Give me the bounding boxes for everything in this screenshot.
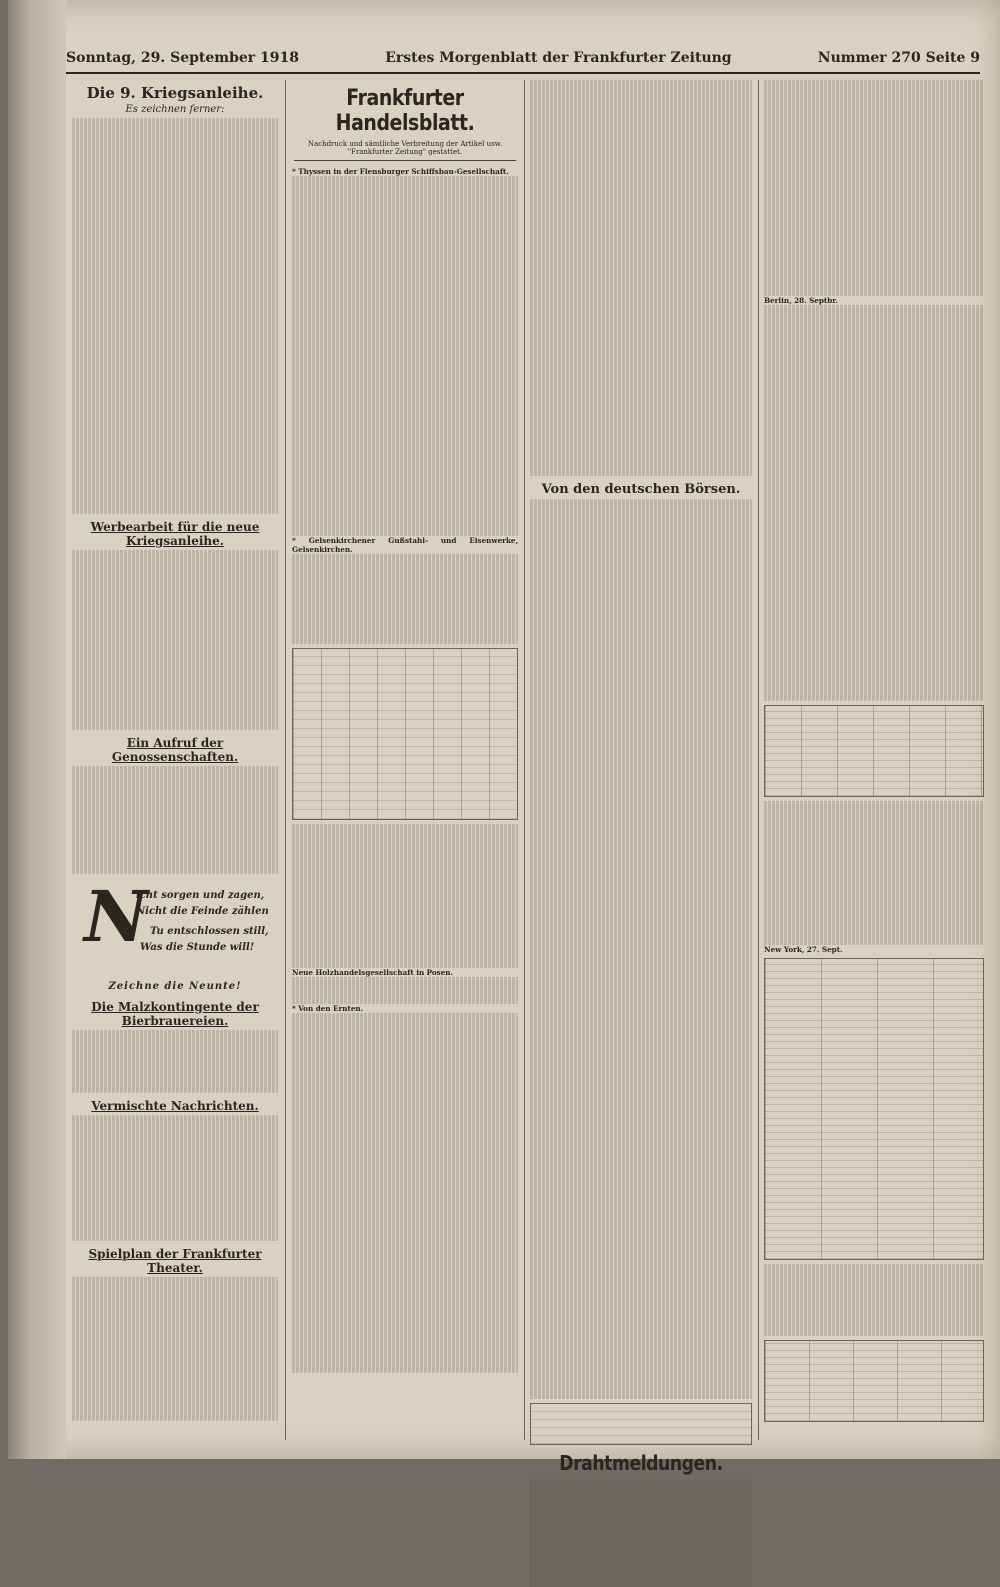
column4-body-3 [762,1264,986,1336]
handelsblatt-title: Frankfurter Handelsblatt. [335,86,475,136]
war-loan-advert [80,875,270,992]
newyork-article [764,945,984,954]
paris-kurse-table [764,705,984,797]
chicago-table [764,1340,984,1422]
continued-article [528,80,754,476]
aufruf-heading: Ein Aufruf der Genossenschaften. [111,736,239,764]
berlin-body [762,305,986,701]
ad-line: Was die Stunde will! [140,942,255,953]
vermischte-heading: Vermischte Nachrichten. [91,1099,259,1113]
ernten-article [292,1004,518,1013]
gelsenkirchen-heading: * Gelsenkirchener Gußstahl- und Eisenwerke, Gelsenkirchen. [292,536,518,554]
holzhandel-body [290,977,520,1004]
boersen-body [528,499,754,1399]
newyork-heading: New York, 27. Sept. [764,945,843,954]
newspaper-page [8,0,1000,1475]
ernten-body [290,1013,520,1373]
boersen-heading: Von den deutschen Börsen. [541,482,741,497]
reprint-note: Nachdruck und sämtliche Verbreitung der Artikel usw. "Frankfurter Zeitung" gestattet. [294,140,516,161]
subscription-list [70,118,280,514]
ad-line: Tu entschlossen still, [150,926,269,937]
column-3 [528,80,754,1475]
drahtmeldungen-body [528,1479,754,1587]
masthead-title: Erstes Morgenblatt der Frankfurter Zeitung [385,50,732,66]
thyssen-body [290,176,520,536]
column4-body [762,80,986,296]
ad-footer: Zeichne die Neunte! [108,981,242,992]
column-rule [758,80,759,1440]
column-1 [70,80,280,1440]
spielplan-heading: Spielplan der Frankfurter Theater. [88,1247,262,1275]
page-edge [8,0,66,1459]
berlin-article [764,296,984,305]
gelsenkirchen-body-2 [290,824,520,968]
spielplan-table [70,1277,280,1421]
kriegsanleihe-subtitle: Es zeichnen ferner: [125,104,225,115]
holzhandel-heading: Neue Holzhandelsgesellschaft in Posen. [292,968,454,977]
ad-line: Nicht die Feinde zählen [136,906,269,917]
malzkontingente-heading: Die Malzkontingente der Bierbrauereien. [91,1000,259,1028]
kriegsanleihe-title: Die 9. Kriegsanleihe. [86,84,264,102]
gelsenkirchen-body [290,554,520,644]
aufruf-body [70,766,280,874]
devisen-table [530,1403,752,1445]
berlin-heading: Berlin, 28. Septbr. [764,296,838,305]
balance-table [292,648,518,820]
newyork-kurse-table [764,958,984,1260]
malzkontingente-body [70,1030,280,1093]
masthead-date: Sonntag, 29. September 1918 [66,50,300,66]
column-rule [285,80,286,1440]
drahtmeldungen-title: Drahtmeldungen. [559,1451,723,1475]
column-rule [524,80,525,1440]
gelsenkirchen-article [292,536,518,554]
holzhandel-article [292,968,518,977]
masthead [66,50,980,74]
masthead-number: Nummer 270 Seite 9 [817,50,980,66]
thyssen-article [292,167,518,176]
werbearbeit-heading: Werbearbeit für die neue Kriegsanleihe. [90,520,260,548]
ernten-heading: * Von den Ernten. [292,1004,364,1013]
ad-initial: N [84,875,148,958]
thyssen-heading: * Thyssen in der Flensburger Schiffsbau-Gesellschaft. [292,167,509,176]
column-4 [762,80,986,1440]
column-2 [290,80,520,1440]
werbearbeit-body [70,550,280,730]
ad-line: icht sorgen und zagen, [136,890,265,901]
column4-body-2 [762,801,986,945]
vermischte-body [70,1115,280,1241]
